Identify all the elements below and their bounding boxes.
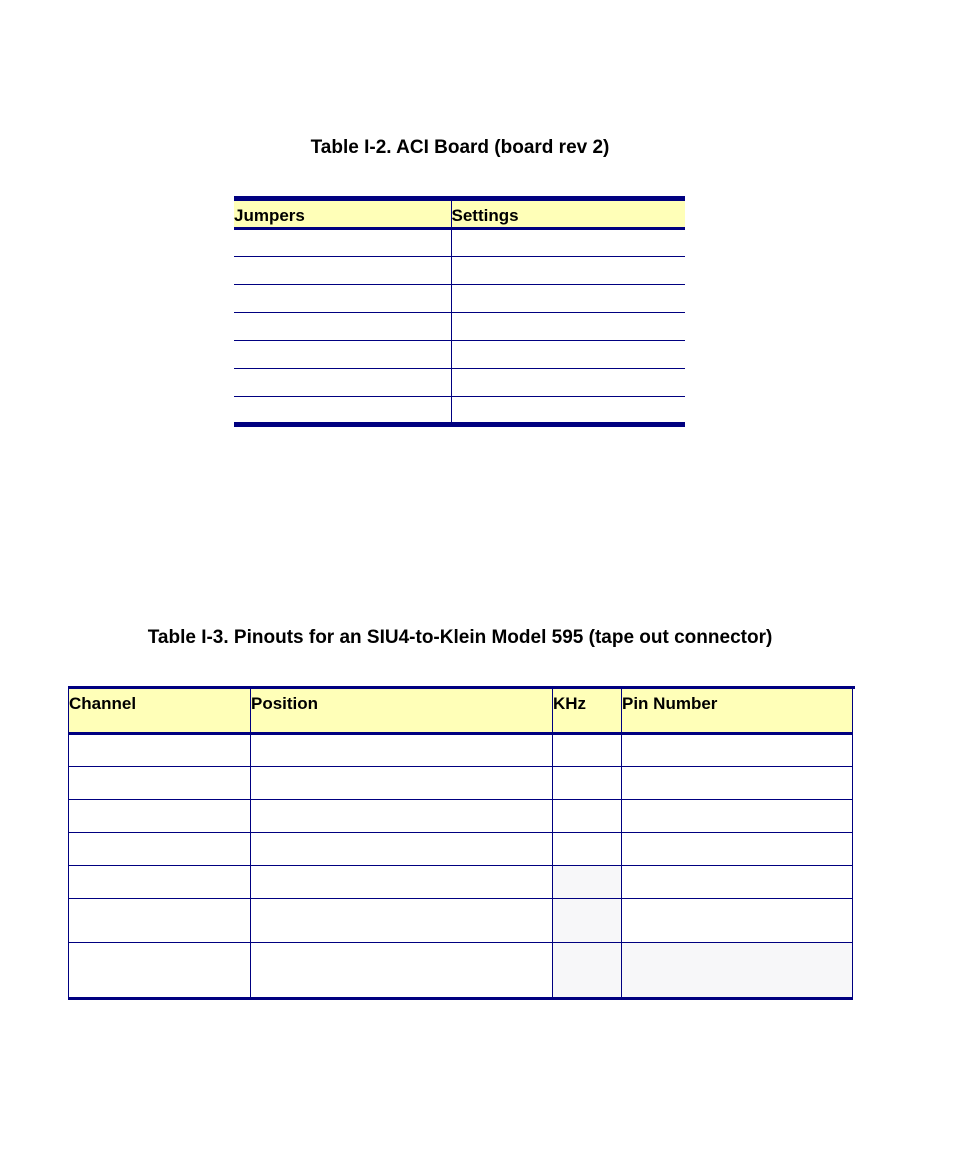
table-row bbox=[69, 866, 853, 899]
table-row bbox=[234, 369, 685, 397]
header-position: Position bbox=[251, 688, 553, 734]
table-header-row bbox=[69, 688, 853, 734]
table-cell bbox=[251, 943, 553, 999]
table-cell bbox=[251, 800, 553, 833]
table-cell bbox=[69, 899, 251, 943]
table-cell bbox=[251, 866, 553, 899]
table-cell bbox=[451, 229, 685, 257]
table-row bbox=[69, 833, 853, 866]
table-cell bbox=[622, 943, 853, 999]
table-cell bbox=[234, 257, 451, 285]
table-cell bbox=[553, 734, 622, 767]
table-cell bbox=[451, 257, 685, 285]
table-i3-pinouts bbox=[68, 686, 853, 1000]
table-cell bbox=[622, 767, 853, 800]
table-rule-extension bbox=[850, 686, 855, 689]
table-cell bbox=[69, 800, 251, 833]
table-cell bbox=[69, 943, 251, 999]
table-cell bbox=[553, 833, 622, 866]
header-channel: Channel bbox=[69, 688, 251, 734]
table-cell bbox=[251, 833, 553, 866]
table-cell bbox=[622, 833, 853, 866]
table-cell bbox=[234, 285, 451, 313]
table-header-row bbox=[234, 199, 685, 229]
header-pin-number: Pin Number bbox=[622, 688, 853, 734]
table-cell bbox=[251, 734, 553, 767]
table-row bbox=[234, 313, 685, 341]
header-jumpers: Jumpers bbox=[234, 199, 451, 229]
table-row bbox=[69, 734, 853, 767]
table-row bbox=[69, 767, 853, 800]
table-cell bbox=[622, 734, 853, 767]
table-cell bbox=[451, 341, 685, 369]
header-khz: KHz bbox=[553, 688, 622, 734]
table-cell bbox=[69, 767, 251, 800]
table-row bbox=[69, 943, 853, 999]
table-cell bbox=[553, 800, 622, 833]
table-i3-caption: Table I-3. Pinouts for an SIU4-to-Klein Model 595 (tape out connector) bbox=[147, 627, 773, 648]
table-cell bbox=[451, 397, 685, 425]
table-row bbox=[69, 899, 853, 943]
table-cell bbox=[69, 866, 251, 899]
table-cell bbox=[553, 943, 622, 999]
table-cell bbox=[234, 229, 451, 257]
table-cell bbox=[234, 397, 451, 425]
table-cell bbox=[234, 341, 451, 369]
table-i2-caption: Table I-2. ACI Board (board rev 2) bbox=[310, 137, 610, 158]
table-cell bbox=[451, 369, 685, 397]
table-row bbox=[234, 285, 685, 313]
table-cell bbox=[553, 767, 622, 800]
table-i2-aci-board bbox=[234, 196, 685, 427]
table-row bbox=[234, 229, 685, 257]
table-cell bbox=[622, 899, 853, 943]
table-cell bbox=[234, 369, 451, 397]
header-settings: Settings bbox=[451, 199, 685, 229]
table-row bbox=[234, 341, 685, 369]
table-cell bbox=[69, 734, 251, 767]
table-row bbox=[234, 257, 685, 285]
table-cell bbox=[451, 313, 685, 341]
table-cell bbox=[69, 833, 251, 866]
table-cell bbox=[234, 313, 451, 341]
table-cell bbox=[553, 899, 622, 943]
table-row bbox=[234, 397, 685, 425]
table-cell bbox=[251, 767, 553, 800]
table-cell bbox=[622, 866, 853, 899]
table-cell bbox=[451, 285, 685, 313]
table-cell bbox=[622, 800, 853, 833]
table-row bbox=[69, 800, 853, 833]
table-cell bbox=[553, 866, 622, 899]
table-cell bbox=[251, 899, 553, 943]
